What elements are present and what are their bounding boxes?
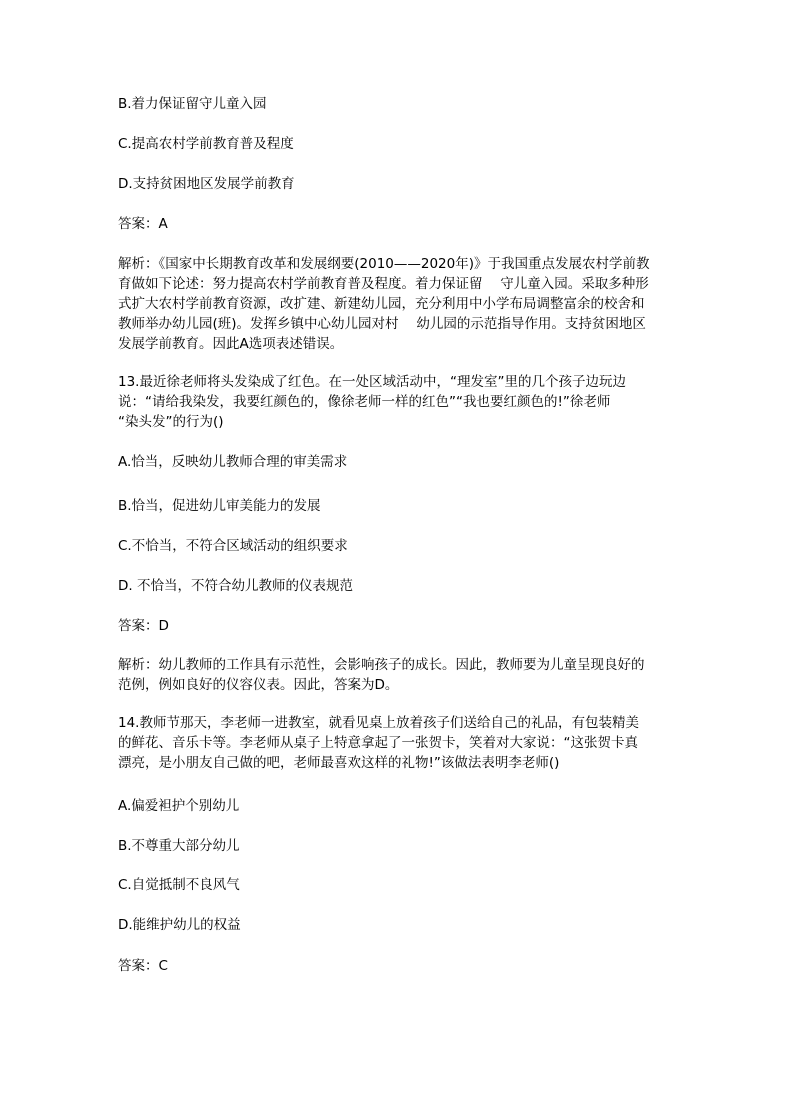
q12-option-c: C.提高农村学前教育普及程度 <box>118 136 294 152</box>
q13-stem <box>118 372 683 432</box>
analysis-line: 式扩大农村学前教育资源，改扩建、新建幼儿园，充分利用中小学布局调整富余的校舍和 <box>118 296 645 312</box>
stem-line: 漂亮，是小朋友自己做的吧，老师最喜欢这样的礼物!”该做法表明李老师() <box>118 755 560 771</box>
q14-stem <box>118 713 683 773</box>
stem-line: 的鲜花、音乐卡等。李老师从桌子上特意拿起了一张贺卡，笑着对大家说：“这张贺卡真 <box>118 735 638 751</box>
analysis-line: 教师举办幼儿园(班)。发挥乡镇中心幼儿园对村 幼儿园的示范指导作用。支持贫困地区 <box>118 316 646 332</box>
q14-option-c: C.自觉抵制不良风气 <box>118 877 240 893</box>
q14-answer: 答案：C <box>118 958 168 974</box>
stem-line: 14.教师节那天，李老师一进教室，就看见桌上放着孩子们送给自己的礼品，有包装精美 <box>118 715 639 731</box>
q12-option-b: B.着力保证留守儿童入园 <box>118 96 267 112</box>
q14-option-b: B.不尊重大部分幼儿 <box>118 838 240 854</box>
q14-option-a: A.偏爱袒护个别幼儿 <box>118 798 240 814</box>
analysis-line: 解析：《国家中长期教育改革和发展纲要(2010——2020年)》于我国重点发展农村学前教 <box>118 256 650 272</box>
analysis-line: 育做如下论述：努力提高农村学前教育普及程度。着力保证留 守儿童入园。采取多种形 <box>118 276 649 292</box>
q12-option-d: D.支持贫困地区发展学前教育 <box>118 176 295 192</box>
q13-answer: 答案：D <box>118 618 169 634</box>
q12-answer: 答案：A <box>118 216 168 232</box>
q13-option-b: B.恰当，促进幼儿审美能力的发展 <box>118 498 321 514</box>
q12-analysis <box>118 254 683 354</box>
q13-option-c: C.不恰当，不符合区域活动的组织要求 <box>118 538 348 554</box>
q13-option-d: D. 不恰当，不符合幼儿教师的仪表规范 <box>118 578 353 594</box>
stem-line: “染头发”的行为() <box>118 414 224 430</box>
stem-line: 13.最近徐老师将头发染成了红色。在一处区域活动中，“理发室”里的几个孩子边玩边 <box>118 374 626 390</box>
analysis-line: 解析：幼儿教师的工作具有示范性，会影响孩子的成长。因此，教师要为儿童呈现良好的 <box>118 657 645 673</box>
analysis-line: 范例，例如良好的仪容仪表。因此，答案为D。 <box>118 677 399 693</box>
q14-option-d: D.能维护幼儿的权益 <box>118 917 241 933</box>
q13-option-a: A.恰当，反映幼儿教师合理的审美需求 <box>118 454 348 470</box>
stem-line: 说：“请给我染发，我要红颜色的，像徐老师一样的红色”“我也要红颜色的!”徐老师 <box>118 394 611 410</box>
analysis-line: 发展学前教育。因此A选项表述错误。 <box>118 336 344 352</box>
q13-analysis <box>118 655 683 695</box>
